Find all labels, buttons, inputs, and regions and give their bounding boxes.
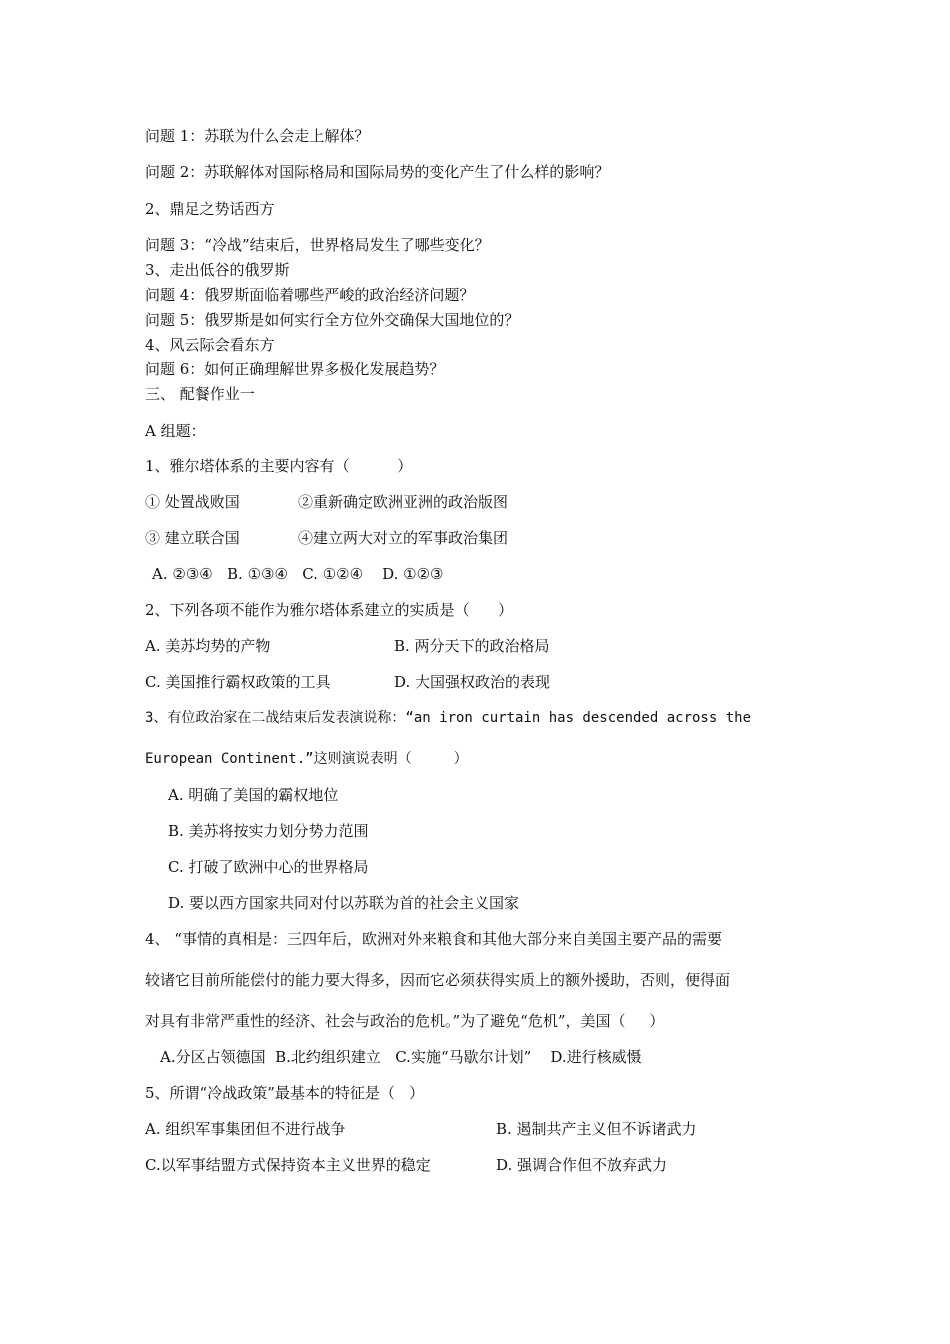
- problem-1-option-3: ③ 建立联合国: [145, 529, 240, 547]
- section-3-title: 三、 配餐作业一: [145, 385, 255, 403]
- problem-3-line-2: European Continent.”这则演说表明（ ）: [145, 751, 468, 767]
- problem-5: 5、所谓“冷战政策”最基本的特征是（ ）: [145, 1084, 425, 1102]
- problem-2-option-b: B. 两分天下的政治格局: [394, 637, 550, 655]
- problem-3-option-d: D. 要以西方国家共同对付以苏联为首的社会主义国家: [168, 894, 520, 912]
- problem-2: 2、下列各项不能作为雅尔塔体系建立的实质是（ ）: [145, 601, 514, 619]
- problem-3-option-a: A. 明确了美国的霸权地位: [168, 786, 339, 804]
- problem-2-option-c: C. 美国推行霸权政策的工具: [145, 673, 331, 691]
- problem-5-option-a: A. 组织军事集团但不进行战争: [145, 1120, 346, 1138]
- group-a-title: A 组题：: [145, 422, 206, 440]
- heading-3: 3、走出低谷的俄罗斯: [145, 261, 290, 279]
- question-3: 问题 3：“冷战”结束后，世界格局发生了哪些变化？: [145, 236, 490, 254]
- question-2: 问题 2：苏联解体对国际格局和国际局势的变化产生了什么样的影响？: [145, 163, 610, 181]
- problem-1: 1、雅尔塔体系的主要内容有（ ）: [145, 457, 413, 475]
- question-1: 问题 1：苏联为什么会走上解体？: [145, 127, 370, 145]
- problem-1-option-4: ④建立两大对立的军事政治集团: [298, 529, 509, 547]
- problem-4-line-2: 较诸它目前所能偿付的能力要大得多，因而它必须获得实质上的额外援助，否则，便得面: [145, 971, 731, 989]
- problem-1-option-1: ① 处置战败国: [145, 493, 240, 511]
- problem-4-answers: A.分区占领德国 B.北约组织建立 C.实施“马歇尔计划” D.进行核威慑: [160, 1048, 642, 1066]
- problem-3-option-c: C. 打破了欧洲中心的世界格局: [168, 858, 369, 876]
- question-6: 问题 6：如何正确理解世界多极化发展趋势？: [145, 360, 445, 378]
- problem-1-option-2: ②重新确定欧洲亚洲的政治版图: [298, 493, 509, 511]
- problem-5-option-c: C.以军事结盟方式保持资本主义世界的稳定: [145, 1156, 431, 1174]
- problem-4-line-3: 对具有非常严重性的经济、社会与政治的危机。”为了避免“危机”，美国（ ）: [145, 1012, 665, 1030]
- problem-5-option-b: B. 遏制共产主义但不诉诸武力: [496, 1120, 697, 1138]
- problem-3-line-1: 3、有位政治家在二战结束后发表演说称：“an iron curtain has descended across the: [145, 710, 752, 726]
- question-5: 问题 5：俄罗斯是如何实行全方位外交确保大国地位的？: [145, 311, 520, 329]
- problem-2-option-a: A. 美苏均势的产物: [145, 637, 271, 655]
- problem-2-option-d: D. 大国强权政治的表现: [394, 673, 551, 691]
- heading-2: 2、鼎足之势话西方: [145, 200, 275, 218]
- problem-1-answers: A. ②③④ B. ①③④ C. ①②④ D. ①②③: [152, 565, 444, 583]
- problem-3-option-b: B. 美苏将按实力划分势力范围: [168, 822, 369, 840]
- problem-4-line-1: 4、 “事情的真相是：三四年后，欧洲对外来粮食和其他大部分来自美国主要产品的需要: [145, 930, 722, 948]
- question-4: 问题 4：俄罗斯面临着哪些严峻的政治经济问题？: [145, 286, 475, 304]
- problem-5-option-d: D. 强调合作但不放弃武力: [496, 1156, 668, 1174]
- heading-4: 4、风云际会看东方: [145, 336, 275, 354]
